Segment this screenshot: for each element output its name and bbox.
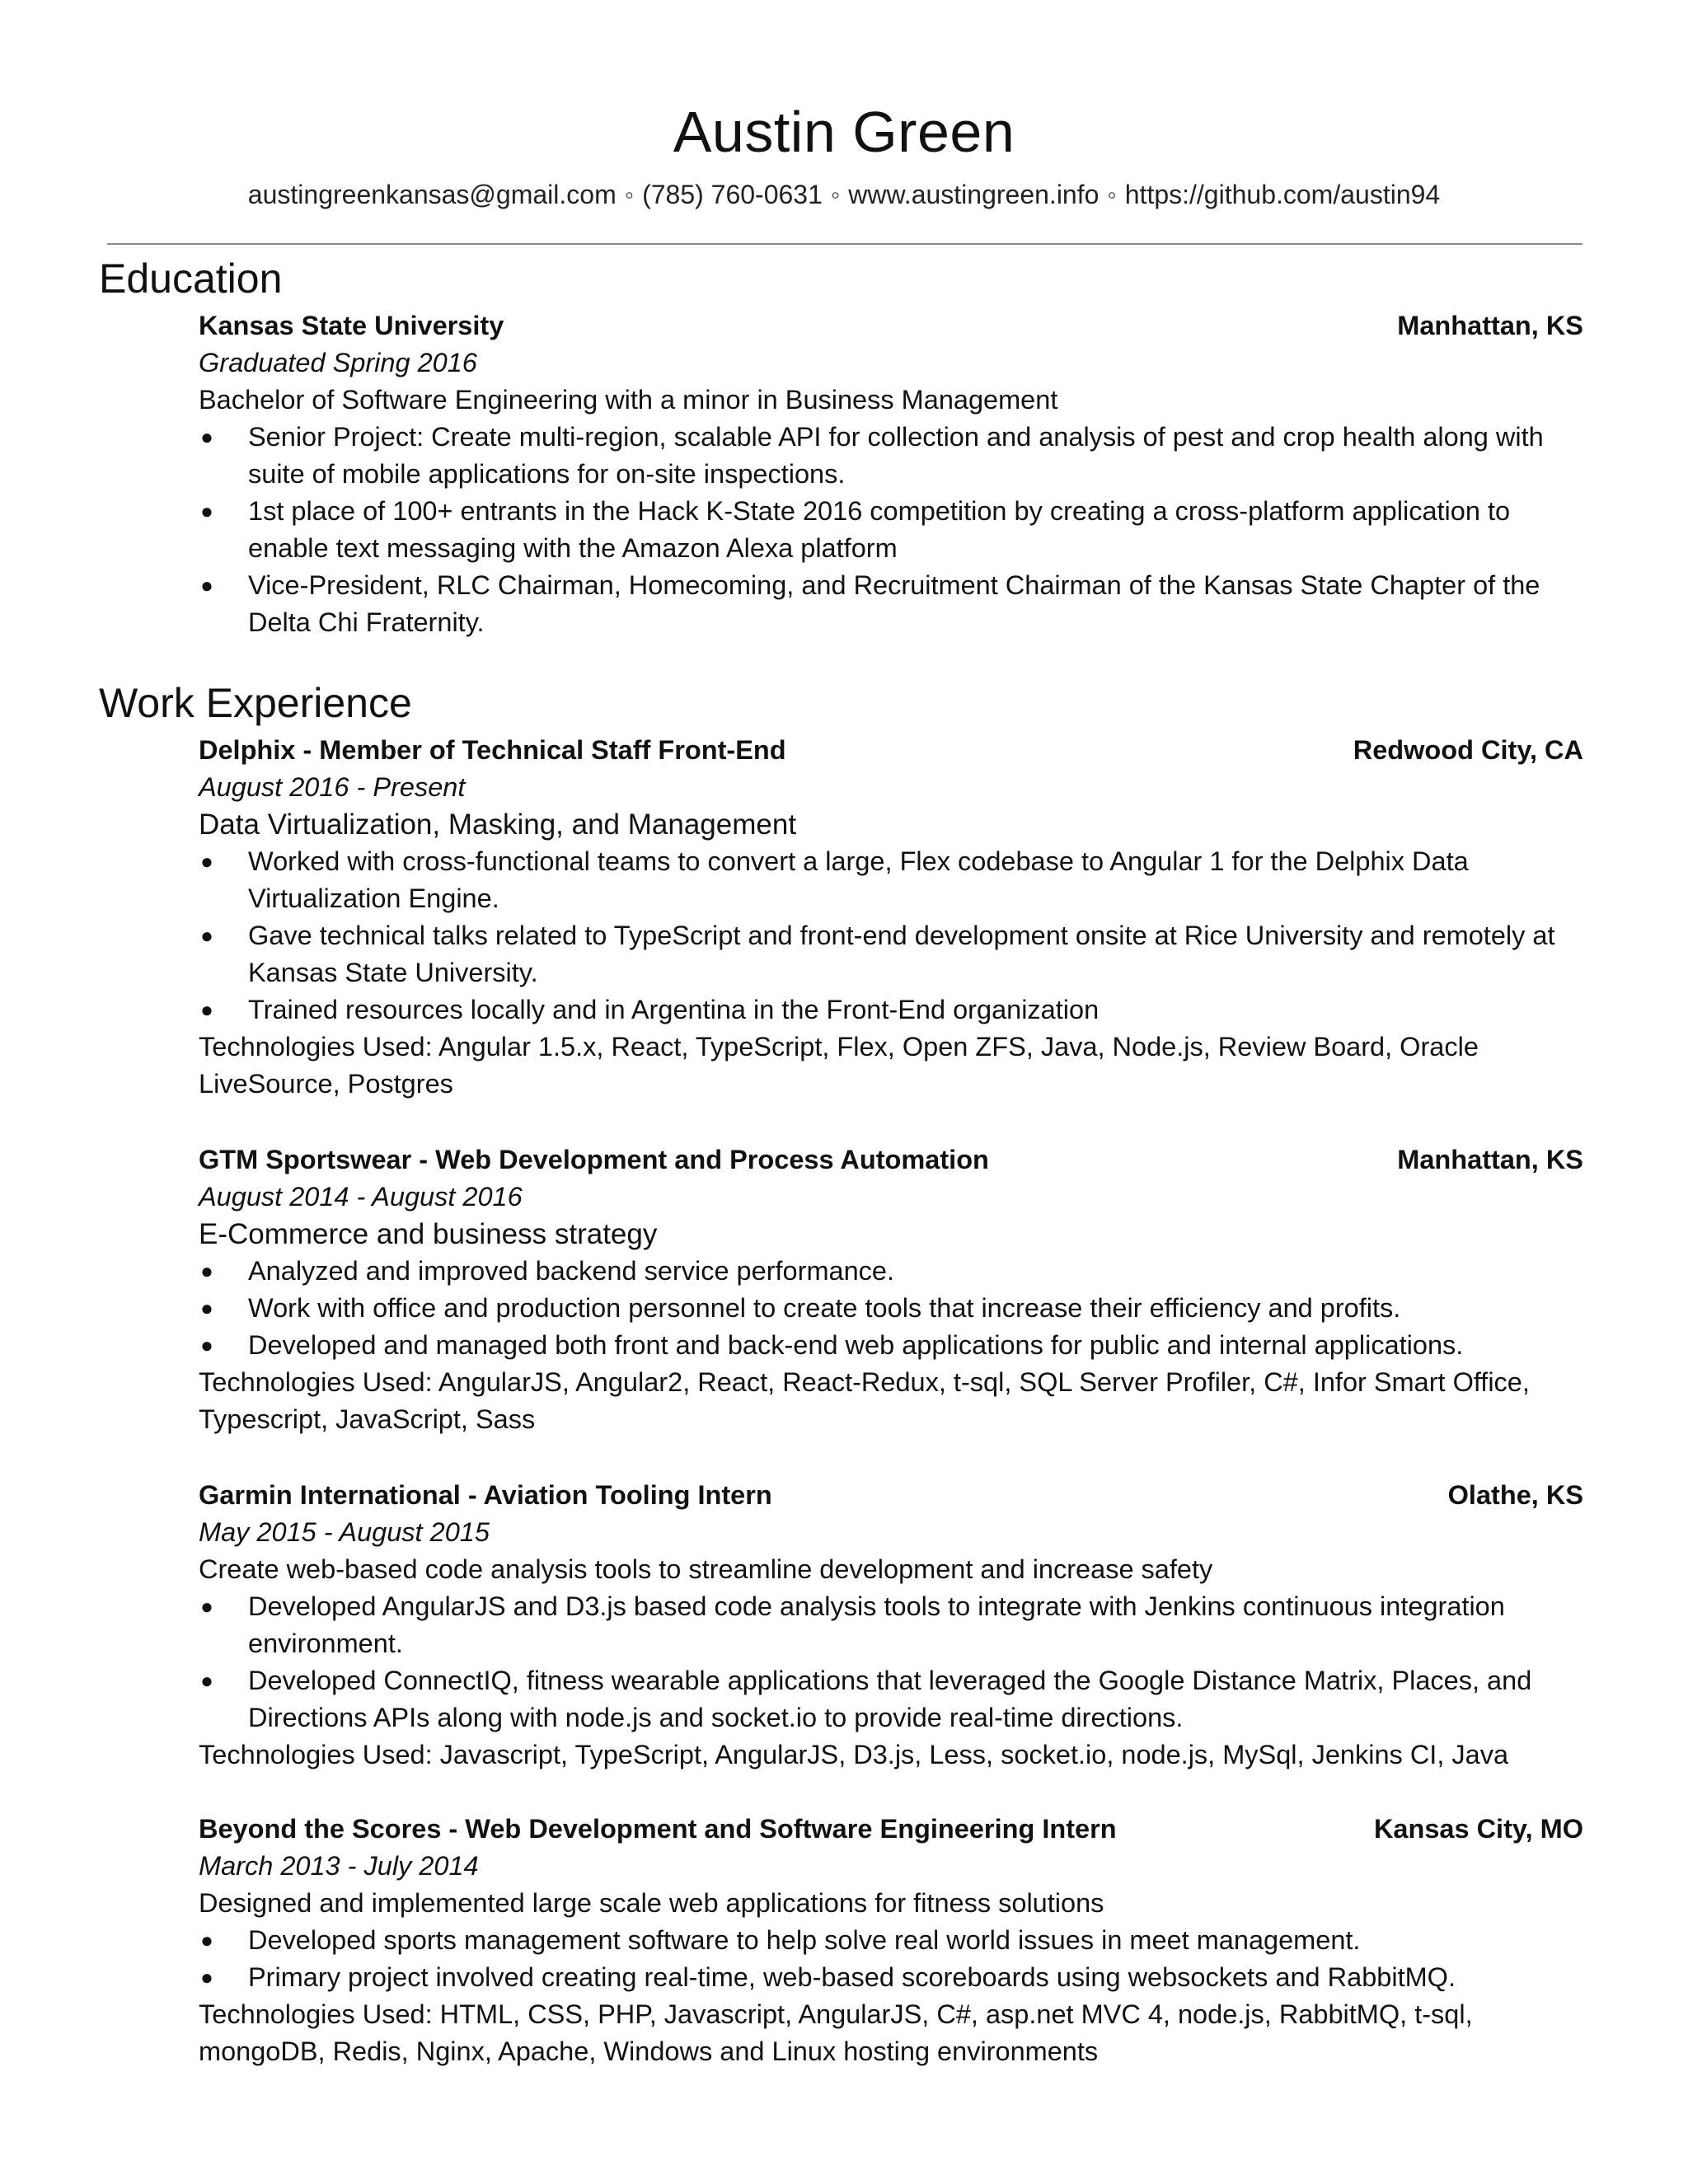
section-title-education: Education bbox=[99, 255, 283, 302]
bullet-icon: ● bbox=[200, 997, 213, 1022]
contact-line bbox=[0, 176, 1688, 213]
entry-heading bbox=[199, 307, 1583, 344]
bullet-icon: ● bbox=[200, 1594, 213, 1619]
entry-organization: Delphix - Member of Technical Staff Front-End bbox=[199, 735, 786, 765]
list-item bbox=[199, 1588, 1583, 1662]
entry-bullet-list bbox=[199, 843, 1583, 1029]
work-entry-delphix bbox=[199, 732, 1583, 1103]
bullet-icon: ● bbox=[200, 923, 213, 948]
bullet-text: Analyzed and improved backend service performance. bbox=[248, 1256, 895, 1286]
entry-summary: Create web-based code analysis tools to streamline development and increase safety bbox=[199, 1554, 1213, 1584]
bullet-text: Worked with cross-functional teams to convert a large, Flex codebase to Angular 1 for the Delphix Data Virtualization Engine. bbox=[248, 846, 1469, 913]
technologies-used: Technologies Used: AngularJS, Angular2, React, React-Redux, t-sql, SQL Server Profiler, C#, Infor Smart Office, Typescript, JavaScript, Sass bbox=[199, 1367, 1530, 1434]
contact-separator: ◦ bbox=[1107, 180, 1117, 209]
website-link[interactable]: www.austingreen.info bbox=[848, 180, 1100, 209]
bullet-text: Developed sports management software to help solve real world issues in meet management. bbox=[248, 1925, 1361, 1955]
entry-organization: Garmin International - Aviation Tooling Intern bbox=[199, 1480, 772, 1510]
bullet-text: Developed AngularJS and D3.js based code analysis tools to integrate with Jenkins continuous integration environment. bbox=[248, 1591, 1505, 1658]
bullet-text: Senior Project: Create multi-region, scalable API for collection and analysis of pest and crop health along with suite of mobile applications for on-site inspections. bbox=[248, 422, 1544, 489]
entry-date: August 2014 - August 2016 bbox=[199, 1182, 523, 1212]
entry-location: Redwood City, CA bbox=[1353, 735, 1583, 765]
entry-heading bbox=[199, 1811, 1583, 1848]
entry-organization: GTM Sportswear - Web Development and Process Automation bbox=[199, 1145, 989, 1174]
list-item bbox=[199, 1959, 1583, 1996]
bullet-text: Trained resources locally and in Argentina in the Front-End organization bbox=[248, 995, 1100, 1024]
entry-summary: Data Virtualization, Masking, and Management bbox=[199, 808, 797, 841]
list-item bbox=[199, 1922, 1583, 1959]
email-link[interactable]: austingreenkansas@gmail.com bbox=[247, 180, 617, 209]
list-item bbox=[199, 493, 1583, 567]
section-title-work-experience: Work Experience bbox=[99, 680, 412, 726]
list-item bbox=[199, 1290, 1583, 1327]
entry-heading bbox=[199, 1477, 1583, 1514]
contact-separator: ◦ bbox=[624, 180, 635, 209]
entry-date: May 2015 - August 2015 bbox=[199, 1517, 490, 1547]
bullet-text: Primary project involved creating real-time, web-based scoreboards using websockets and RabbitMQ. bbox=[248, 1962, 1456, 1992]
entry-bullet-list bbox=[199, 419, 1583, 641]
entry-summary: E-Commerce and business strategy bbox=[199, 1218, 658, 1250]
work-entry-gtm-sportswear bbox=[199, 1141, 1583, 1438]
technologies-used: Technologies Used: Javascript, TypeScript, AngularJS, D3.js, Less, socket.io, node.js, MySql, Jenkins CI, Java bbox=[199, 1740, 1509, 1769]
education-entry-kansas-state bbox=[199, 307, 1583, 641]
entry-location: Manhattan, KS bbox=[1397, 1145, 1583, 1174]
technologies-used: Technologies Used: Angular 1.5.x, React, TypeScript, Flex, Open ZFS, Java, Node.js, Review Board, Oracle LiveSource, Postgres bbox=[199, 1032, 1479, 1099]
phone-number[interactable]: (785) 760-0631 bbox=[642, 180, 823, 209]
bullet-text: Developed ConnectIQ, fitness wearable applications that leveraged the Google Distance Matrix, Places, and Directions APIs along with node.js and socket.io to provide real-time directions. bbox=[248, 1666, 1532, 1732]
bullet-text: Work with office and production personnel to create tools that increase their efficiency and profits. bbox=[248, 1293, 1401, 1323]
contact-separator: ◦ bbox=[830, 180, 841, 209]
entry-location: Manhattan, KS bbox=[1397, 311, 1583, 340]
header-divider bbox=[107, 243, 1582, 245]
bullet-icon: ● bbox=[200, 1258, 213, 1283]
list-item bbox=[199, 1253, 1583, 1290]
candidate-name: Austin Green bbox=[673, 100, 1015, 164]
bullet-text: Gave technical talks related to TypeScript and front-end development onsite at Rice University and remotely at Kansas State University. bbox=[248, 921, 1555, 987]
bullet-icon: ● bbox=[200, 849, 213, 874]
bullet-icon: ● bbox=[200, 1928, 213, 1952]
list-item bbox=[199, 567, 1583, 641]
bullet-icon: ● bbox=[200, 424, 213, 449]
entry-heading bbox=[199, 732, 1583, 769]
entry-bullet-list bbox=[199, 1922, 1583, 1996]
entry-bullet-list bbox=[199, 1253, 1583, 1364]
work-entry-beyond-the-scores bbox=[199, 1811, 1583, 2070]
list-item bbox=[199, 419, 1583, 493]
list-item bbox=[199, 991, 1583, 1029]
github-link[interactable]: https://github.com/austin94 bbox=[1124, 180, 1441, 209]
list-item bbox=[199, 917, 1583, 991]
entry-bullet-list bbox=[199, 1588, 1583, 1736]
entry-location: Kansas City, MO bbox=[1373, 1814, 1583, 1844]
entry-location: Olathe, KS bbox=[1447, 1480, 1583, 1510]
entry-date: March 2013 - July 2014 bbox=[199, 1851, 479, 1881]
bullet-text: 1st place of 100+ entrants in the Hack K-State 2016 competition by creating a cross-platform application to enable text messaging with the Amazon Alexa platform bbox=[248, 496, 1511, 563]
bullet-text: Developed and managed both front and back-end web applications for public and internal applications. bbox=[248, 1330, 1464, 1360]
bullet-icon: ● bbox=[200, 1965, 213, 1990]
entry-date: August 2016 - Present bbox=[199, 772, 466, 802]
bullet-icon: ● bbox=[200, 573, 213, 598]
list-item bbox=[199, 1327, 1583, 1364]
list-item bbox=[199, 1662, 1583, 1736]
work-entry-garmin bbox=[199, 1477, 1583, 1774]
bullet-icon: ● bbox=[200, 1668, 213, 1693]
bullet-icon: ● bbox=[200, 1333, 213, 1357]
list-item bbox=[199, 843, 1583, 917]
bullet-text: Vice-President, RLC Chairman, Homecoming, and Recruitment Chairman of the Kansas State Chapter of the Delta Chi Fraternity. bbox=[248, 570, 1540, 637]
bullet-icon: ● bbox=[200, 1296, 213, 1320]
bullet-icon: ● bbox=[200, 499, 213, 523]
entry-organization: Kansas State University bbox=[199, 311, 504, 340]
technologies-used: Technologies Used: HTML, CSS, PHP, Javascript, AngularJS, C#, asp.net MVC 4, node.js, RabbitMQ, t-sql, mongoDB, Redis, Nginx, Apache, Windows and Linux hosting environments bbox=[199, 1999, 1473, 2066]
entry-organization: Beyond the Scores - Web Development and Software Engineering Intern bbox=[199, 1814, 1117, 1844]
entry-summary: Bachelor of Software Engineering with a minor in Business Management bbox=[199, 385, 1058, 415]
entry-summary: Designed and implemented large scale web applications for fitness solutions bbox=[199, 1888, 1104, 1918]
entry-date: Graduated Spring 2016 bbox=[199, 348, 477, 377]
entry-heading bbox=[199, 1141, 1583, 1179]
